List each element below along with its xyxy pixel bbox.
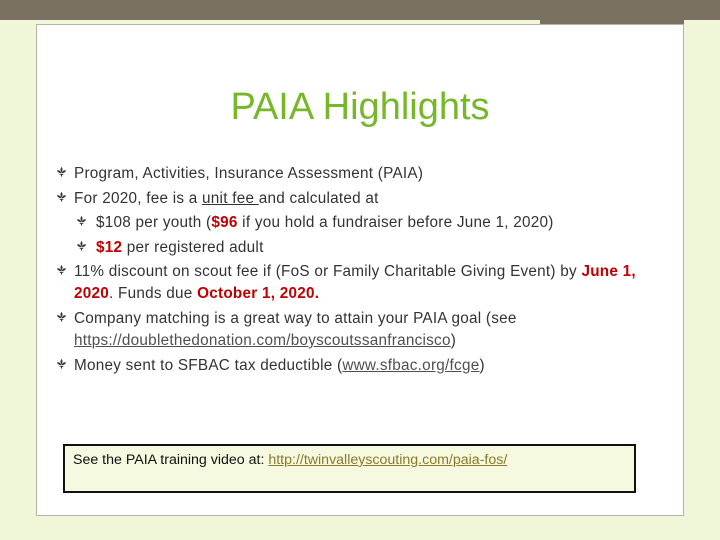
training-video-label: See the PAIA training video at: [73, 452, 269, 468]
highlight-text: June 1, 2020 [74, 263, 636, 303]
sfbac-link[interactable]: www.sfbac.org/fcge [342, 356, 480, 374]
fleur-de-lis-icon [76, 215, 87, 226]
bullet-text: and calculated at [258, 189, 379, 207]
list-item [54, 308, 666, 352]
fleur-de-lis-icon [56, 311, 67, 322]
list-item [54, 355, 666, 377]
bullet-text: Money sent to SFBAC tax deductible ( [74, 356, 343, 374]
bullet-text: ) [450, 331, 457, 349]
bullet-text: . Funds due [109, 285, 198, 303]
list-item [54, 212, 666, 234]
fleur-de-lis-icon [56, 264, 67, 275]
highlight-text: October 1, 2020. [197, 285, 320, 303]
bullet-text: For 2020, fee is a [74, 189, 203, 207]
training-video-link[interactable]: http://twinvalleyscouting.com/paia-fos/ [268, 452, 508, 468]
list-item [54, 261, 666, 305]
training-video-box [63, 444, 636, 493]
highlight-text: $12 [96, 238, 123, 256]
bullet-list [54, 163, 666, 379]
list-item [54, 188, 666, 210]
bullet-text: ) [479, 356, 485, 374]
bullet-text: if you hold a fundraiser before June 1, 2020) [237, 214, 554, 232]
unit-fee-text: unit fee [202, 189, 259, 207]
fleur-de-lis-icon [56, 166, 67, 177]
bullet-text: $108 per youth ( [96, 214, 212, 232]
bullet-text: Company matching is a great way to attain your PAIA goal (see [74, 309, 517, 327]
fleur-de-lis-icon [56, 191, 67, 202]
bullet-text: Program, Activities, Insurance Assessment (PAIA) [74, 165, 424, 182]
fleur-de-lis-icon [56, 358, 67, 369]
bullet-text: per registered adult [122, 238, 264, 256]
list-item [54, 237, 666, 259]
fleur-de-lis-icon [76, 240, 87, 251]
bullet-text: 11% discount on scout fee if (FoS or Family Charitable Giving Event) by [74, 263, 582, 281]
slide-title: PAIA Highlights [230, 86, 490, 128]
list-item [54, 163, 666, 185]
highlight-text: $96 [211, 214, 238, 232]
doublethedonation-link[interactable]: https://doublethedonation.com/boyscoutssanfrancisco [74, 331, 451, 349]
